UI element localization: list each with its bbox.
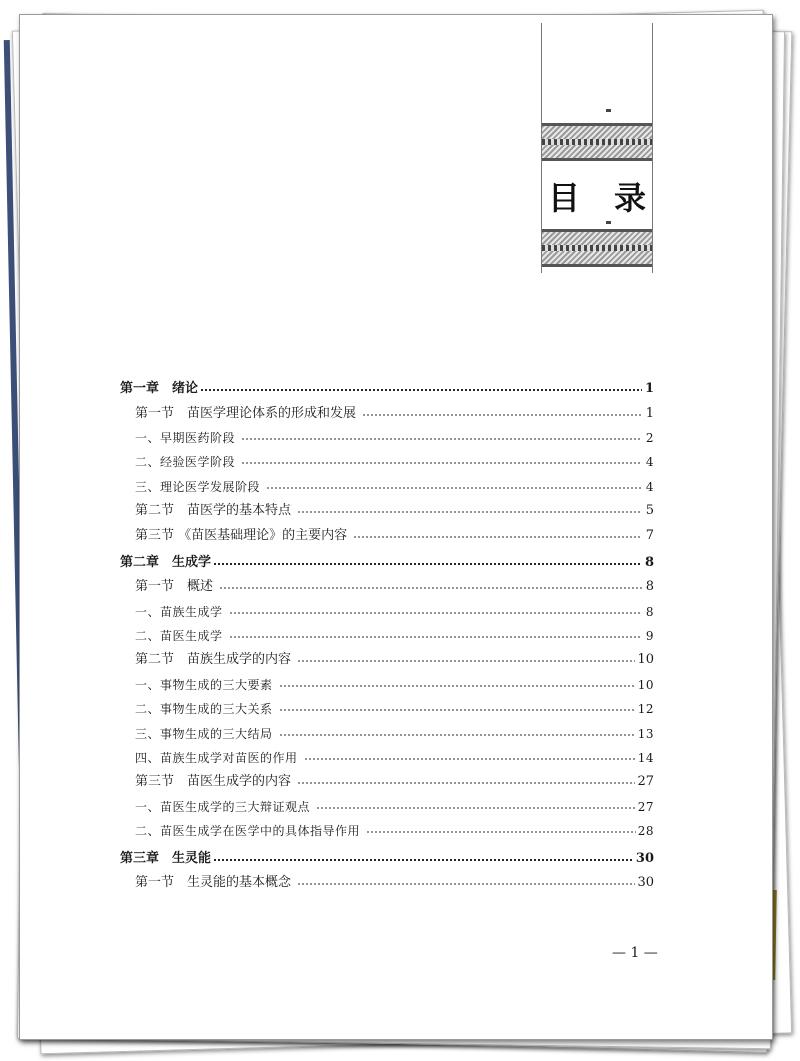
leader-dots [266,487,642,489]
toc-page-number: 27 [637,774,654,790]
toc-subsection-entry[interactable] [120,795,654,819]
toc-entry-label: 一、苗族生成学 [135,604,223,619]
leader-dots [200,389,642,391]
toc-page-number: 9 [645,629,654,644]
leader-dots [279,734,636,736]
toc-page-number: 5 [645,503,654,519]
toc-entry-label: 四、苗族生成学对苗医的作用 [135,751,298,766]
toc-subsection-entry[interactable] [120,600,654,624]
toc-section-entry[interactable] [120,499,654,523]
leader-dots [241,438,642,440]
toc-page-number: 2 [645,430,654,445]
toc-page-number: 7 [645,527,654,543]
toc-entry-label: 第三节 《苗医基础理论》的主要内容 [135,527,348,543]
toc-page-number: 12 [637,702,654,717]
toc-subsection-entry[interactable] [120,746,654,770]
toc-subsection-entry[interactable] [120,673,654,697]
leader-dots [366,831,636,833]
toc-entry-label: 二、苗医生成学 [135,629,223,644]
leader-dots [279,709,636,711]
toc-chapter-entry[interactable] [120,377,654,401]
toc-entry-label: 第三章 生灵能 [120,850,212,866]
leader-dots [316,807,636,809]
toc-section-entry[interactable] [120,523,654,547]
toc-entry-label: 三、事物生成的三大结局 [135,726,273,741]
table-of-contents [120,377,654,895]
toc-entry-label: 一、事物生成的三大要素 [135,677,273,692]
title-char: 目 [548,179,581,217]
leader-dots [362,414,642,416]
toc-page-number: 27 [637,799,654,814]
toc-entry-label: 第一节 生灵能的基本概念 [135,875,292,890]
toc-entry-label: 二、苗医生成学在医学中的具体指导作用 [135,824,361,839]
ornament-band [542,123,652,161]
toc-entry-label: 第一章 绪论 [120,381,199,397]
toc-entry-label: 二、事物生成的三大关系 [135,702,273,717]
toc-entry-label: 第二节 苗医学的基本特点 [135,503,292,519]
page-title [542,171,652,221]
toc-page-number: 30 [635,850,654,866]
leader-dots [297,511,642,513]
toc-subsection-entry[interactable] [120,426,654,450]
toc-page-number: 4 [645,479,654,494]
toc-page-number: 1 [645,405,654,421]
toc-page-number: 1 [644,381,654,397]
toc-page-number: 10 [637,652,654,668]
ornament-mark [606,109,611,112]
leader-dots [213,859,634,861]
toc-subsection-entry[interactable] [120,697,654,721]
leader-dots [297,782,635,784]
ornament-mark [606,221,611,224]
leader-dots [297,883,635,885]
toc-chapter-entry[interactable] [120,846,654,870]
toc-page-number: 13 [637,726,654,741]
leader-dots [219,587,642,589]
page-number: — 1 — [612,945,658,961]
toc-section-entry[interactable] [120,648,654,672]
toc-entry-label: 第二节 苗族生成学的内容 [135,652,292,668]
leader-dots [353,536,642,538]
toc-entry-label: 第二章 生成学 [120,554,212,570]
toc-entry-label: 第三节 苗医生成学的内容 [135,774,292,790]
toc-entry-label: 三、理论医学发展阶段 [135,479,261,494]
toc-subsection-entry[interactable] [120,721,654,745]
toc-subsection-entry[interactable] [120,475,654,499]
toc-entry-label: 一、早期医药阶段 [135,430,236,445]
toc-entry-label: 二、经验医学阶段 [135,455,236,470]
toc-entry-label: 第一节 概述 [135,579,214,595]
leader-dots [241,462,642,464]
document-page [19,14,773,1040]
toc-page-number: 14 [637,751,654,766]
toc-page-number: 4 [645,455,654,470]
toc-subsection-entry[interactable] [120,624,654,648]
leader-dots [213,563,642,565]
toc-page-number: 30 [637,875,654,890]
ornament-band [542,229,652,267]
toc-entry-label: 第一节 苗医学理论体系的形成和发展 [135,405,357,421]
leader-dots [229,636,642,638]
toc-section-entry[interactable] [120,770,654,794]
toc-page-number: 8 [644,554,654,570]
toc-page-number: 10 [637,677,654,692]
toc-entry-label: 一、苗医生成学的三大辩证观点 [135,799,311,814]
leader-dots [304,758,636,760]
leader-dots [279,685,636,687]
toc-page-number: 28 [637,824,654,839]
title-char: 录 [613,179,646,217]
leader-dots [297,660,635,662]
title-banner [541,23,653,273]
toc-section-entry[interactable] [120,575,654,599]
toc-page-number: 8 [645,579,654,595]
leader-dots [229,612,642,614]
toc-subsection-entry[interactable] [120,450,654,474]
toc-section-entry[interactable] [120,871,654,895]
toc-subsection-entry[interactable] [120,819,654,843]
toc-chapter-entry[interactable] [120,551,654,575]
toc-section-entry[interactable] [120,401,654,425]
toc-page-number: 8 [645,604,654,619]
